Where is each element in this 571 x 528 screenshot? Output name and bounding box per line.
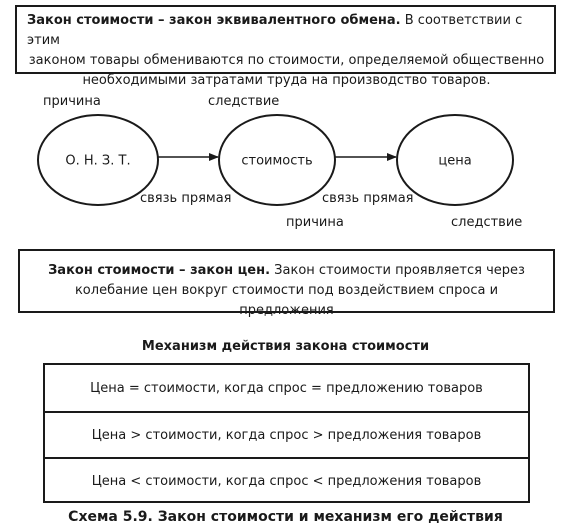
mechanism-row-equal: Цена = стоимости, когда спрос = предложению товаров <box>90 380 483 396</box>
law-of-value-line3: необходимыми затратами труда на производство товаров. <box>82 73 491 88</box>
law-of-value-box <box>15 5 556 88</box>
law-of-prices-line1: Закон стоимости проявляется через <box>270 263 525 278</box>
node-onzt-label: О. Н. З. Т. <box>65 153 131 169</box>
node-value-label: стоимость <box>241 153 313 169</box>
law-of-prices-text <box>26 261 547 321</box>
link1-direct-label: связь прямая <box>140 191 232 206</box>
law-of-value-line2: законом товары обмениваются по стоимости, определяемой общественно <box>28 53 545 68</box>
law-of-value-line1: В соответствии с этим <box>27 13 523 48</box>
figure-caption: Схема 5.9. Закон стоимости и механизм его действия <box>68 509 503 525</box>
law-of-prices-line2: колебание цен вокруг стоимости под воздействием спроса и предложения <box>74 283 499 318</box>
mechanism-table <box>43 363 530 503</box>
law-of-prices-box <box>18 249 555 318</box>
node-value-cause-label: причина <box>286 215 344 230</box>
node-price-label: цена <box>438 153 472 169</box>
mechanism-row-less: Цена < стоимости, когда спрос < предложения товаров <box>45 457 528 503</box>
mechanism-row-greater: Цена > стоимости, когда спрос > предложения товаров <box>45 411 528 457</box>
law-of-prices-heading: Закон стоимости – закон цен. <box>48 263 271 278</box>
law-of-value-heading: Закон стоимости – закон эквивалентного обмена. <box>27 13 401 28</box>
mechanism-title: Механизм действия закона стоимости <box>141 339 430 354</box>
node-value-effect-label: следствие <box>208 94 280 109</box>
node-onzt-cause-label: причина <box>43 94 101 109</box>
node-price-effect-label: следствие <box>451 215 523 230</box>
link2-direct-label: связь прямая <box>322 191 414 206</box>
law-of-value-text <box>27 11 546 91</box>
